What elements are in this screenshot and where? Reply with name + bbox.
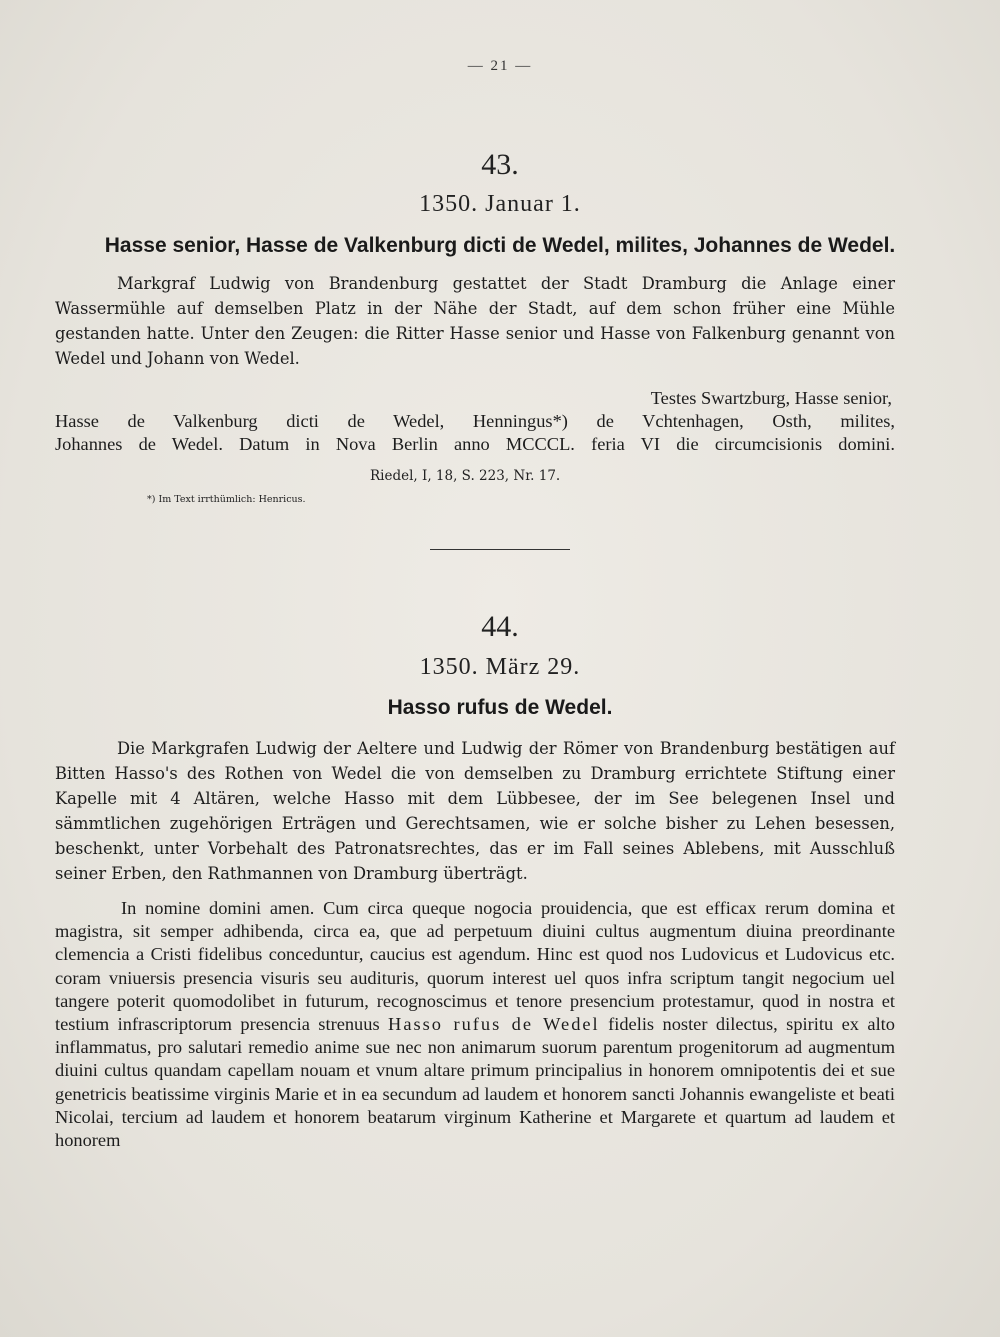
document-44-number: 44.	[481, 610, 519, 643]
regest-text: Markgraf Ludwig von Brandenburg gestattet der Stadt Dramburg die Anlage einer Wassermühle auf demselben Platz in der Nähe der Stadt, auf dem schon früher eine Mühle gestanden hatte. Unter den Zeugen: die Ritter Hasse senior und Hasse von Falkenburg genannt von Wedel und Johann von Wedel.	[55, 274, 895, 368]
footnote: *) Im Text irrthümlich: Henricus.	[147, 494, 306, 505]
section-separator	[430, 549, 570, 550]
document-43-latin-text	[55, 387, 895, 457]
latin-text-part-1: In nomine domini amen. Cum circa queque nogocia prouidencia, que est efficax rerum domina et magistra, sit semper adhibenda, circa ea, que ad perpetuum diuini cultus augmentum diuina preordinante clemencia a Cristi fidelibus conceduntur, caucius est agendum. Hinc est quod nos Ludovicus et Ludovicus etc. coram vniuersis presencia visuris seu audituris, quorum interest uel quos infra scriptum tangit negocium uel tangere poterit quomodolibet in futurum, recognoscimus et tenore presencium protestamur, quod in nostra et testium infrascriptorum presencia strenuus	[55, 898, 895, 1035]
source-reference: Riedel, I, 18, S. 223, Nr. 17.	[370, 468, 561, 484]
page-number: — 21 —	[467, 58, 533, 74]
document-43-regest	[55, 271, 895, 371]
latin-line-2: Hasse de Valkenburg dicti de Wedel, Henningus*) de Vchtenhagen, Osth, milites,	[55, 411, 895, 432]
latin-body	[55, 897, 895, 1152]
document-43-number: 43.	[481, 148, 519, 181]
document-44-regest	[55, 736, 895, 886]
person-name: Hasso rufus de Wedel	[388, 1014, 600, 1035]
regest-text: Die Markgrafen Ludwig der Aeltere und Ludwig der Römer von Brandenburg bestätigen auf Bitten Hasso's des Rothen von Wedel die von demselben zu Dramburg errichtete Stiftung einer Kapelle mit 4 Altären, welche Hasso mit dem Lübbesee, der im See belegenen Insel und sämmtlichen zugehörigen Erträgen und Gerechtsamen, wie er solche bisher zu Lehen besessen, beschenkt, unter Vorbehalt des Patronatsrechtes, das er im Fall seines Ablebens, mit Ausschluß seiner Erben, den Rathmannen von Dramburg überträgt.	[55, 739, 895, 883]
document-43-date: 1350. Januar 1.	[419, 191, 581, 217]
document-44-date: 1350. März 29.	[419, 654, 581, 680]
latin-text-part-2: fidelis noster dilectus, spiritu ex alto inflammatus, pro salutari remedio anime sue nec non animarum suorum parentum progenitorum ad augmentum diuini cultus quandam capellam nouam et vnum altare primum principalius in honorem omnipotentis dei et sue genetricis beatissime virginis Marie et in ea secundum ad laudem et honorem sancti Johannis ewangeliste et beati Nicolai, tercium ad laudem et honorem beatarum virginum Katherine et Margarete et quartum ad laudem et honorem	[55, 1014, 895, 1151]
document-44-title: Hasso rufus de Wedel.	[387, 696, 613, 719]
latin-line-3: Johannes de Wedel. Datum in Nova Berlin anno MCCCL. feria VI die circumcisionis domini.	[55, 434, 895, 455]
document-44-latin-text	[55, 897, 895, 1152]
latin-line-1: Testes Swartzburg, Hasse senior,	[650, 388, 892, 408]
document-43-title: Hasse senior, Hasse de Valkenburg dicti de Wedel, milites, Johannes de Wedel.	[104, 234, 896, 257]
